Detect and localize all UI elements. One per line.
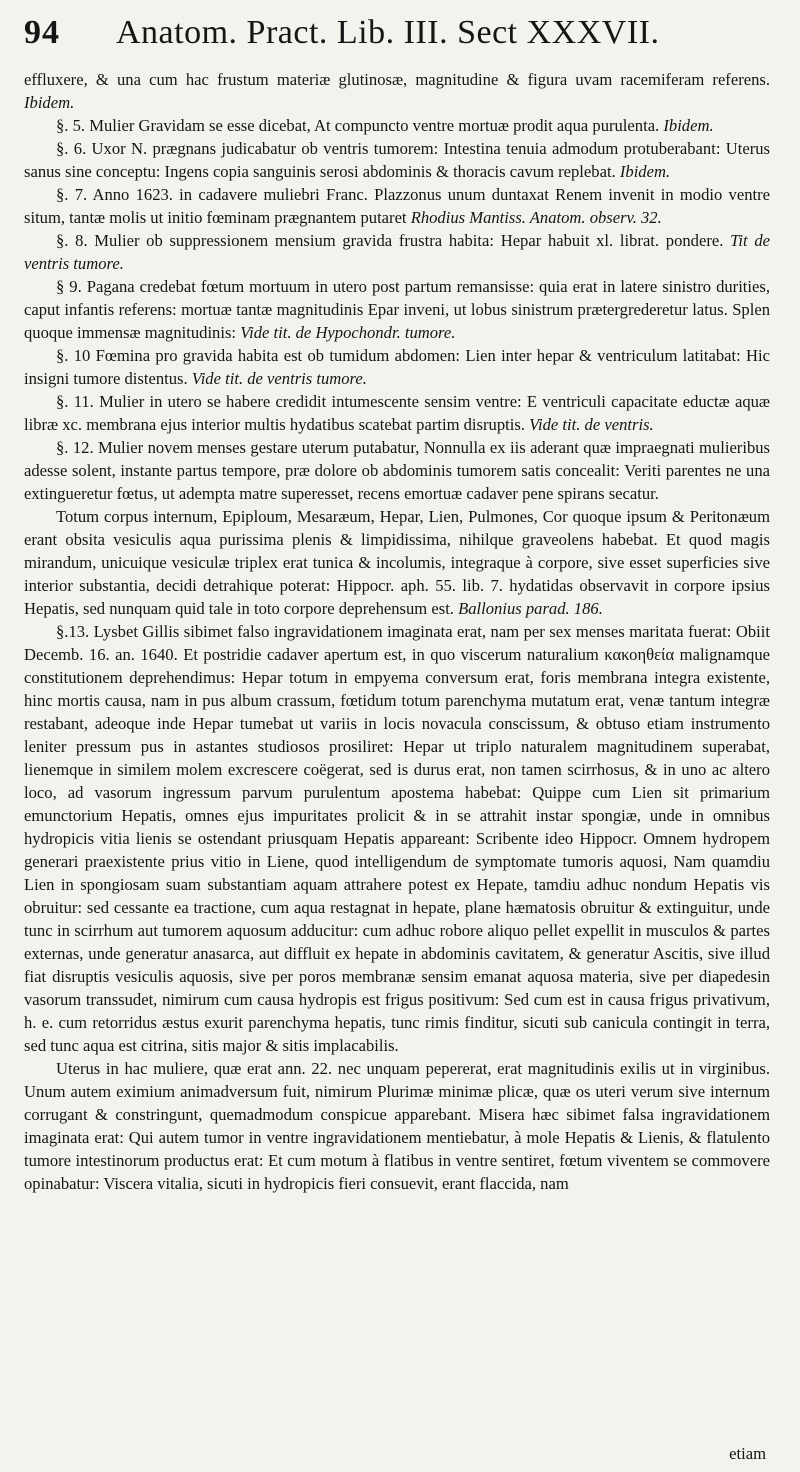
paragraph-text: §. 5. Mulier Gravidam se esse dicebat, At compuncto ventre mortuæ prodit aqua purulenta. <box>56 116 660 135</box>
citation: Rhodius Mantiss. Anatom. observ. 32. <box>410 208 662 227</box>
paragraph-text: §. 8. Mulier ob suppressionem mensium gravida frustra habita: Hepar habuit xl. librat. pondere. <box>56 231 724 250</box>
paragraph-text: effluxere, & una cum hac frustum materiæ glutinosæ, magnitudine & figura uvam racemiferam referens. <box>24 70 770 89</box>
paragraph-text: §. 12. Mulier novem menses gestare uterum putabatur, Nonnulla ex iis aderant quæ impraegnati mulieribus adesse solent, instante partus tempore, præ dolore ob abdominis tumorem satis concealit: Veriti parentes ne una extingueretur fœtus, ut adempta matre superesset, recens emortuæ cadaver pene spirans secatur. <box>24 438 770 503</box>
paragraph <box>24 620 770 1057</box>
paragraph <box>24 1057 770 1195</box>
citation: Ibidem. <box>663 116 714 135</box>
catchword: etiam <box>729 1444 766 1463</box>
paragraph-text: §. 11. Mulier in utero se habere credidit intumescente sensim ventre: E ventriculi capacitate eductæ aquæ libræ xc. membrana ejus interior multis hydatibus scatebat partim disruptis. <box>24 392 770 434</box>
paragraph <box>24 390 770 436</box>
paragraph-text: §. 7. Anno 1623. in cadavere muliebri Franc. Plazzonus unum duntaxat Renem invenit in modio ventre situm, tantæ molis ut initio fœminam prægnantem putaret <box>24 185 770 227</box>
citation: Vide tit. de ventris tumore. <box>191 369 367 388</box>
paragraph-text: § 9. Pagana credebat fœtum mortuum in utero post partum remansisse: quia erat in latere sinistro durities, caput infantis referens: mortuæ tantæ magnitudinis Epar inveni, ut lobus sinistrum prætergrederetur latus. Splen quoque immensæ magnitudinis: <box>24 277 770 342</box>
running-head: Anatom. Pract. Lib. III. Sect XXXVII. <box>116 14 660 51</box>
citation: Ibidem. <box>619 162 671 181</box>
paragraph-text: §.13. Lysbet Gillis sibimet falso ingravidationem imaginata erat, nam per sex menses maritata fuerat: Obiit Decemb. 16. an. 1640. Et postridie cadaver apertum est, in quo viscerum naturalium κακοηθεία malignamque constitutionem deprehendimus: Hepar totum in empyema conversum erat, foris membrana integra existente, hinc mortis causa, nam in pus album crassum, fœtidum totum parenchyma mutatum erat, venæ tantum integræ restabant, adeoque inde Hepar tumebat ut variis in locis novacula conscissum, & obtuso etiam instrumento leniter pressum pus in astantes studiosos prosiliret: Hepar ut triplo naturalem magnitudinem superabat, lienemque in similem molem excrescere coëgerat, sed is durus erat, non tamen scirrhosus, & in uno ac altero loco, ad vasorum ingressum parvum purulentum apostema habebat: Quippe cum Lien sit primarium emunctorium Hepatis, omnes ejus impuritates prolicit & in se attrahit instar spongiæ, unde in omnibus hydropicis vitia lienis se ostendant priusquam Hepatis appareant: Scribente ideo Hippocr. Omnem hydropem generari praexistente prius vitio in Liene, quod intelligendum de symptomate tumoris aquosi, Nam quamdiu Lien in spongiosam suam substantiam aquam attrahere potest ex Hepate, tamdiu adhuc nondum Hepatis vis obruitur: sed cessante ea tractione, cum aqua restagnat in hepate, plane hæmatosis obruitur & extinguitur, unde tunc in scirrhum aut tumorem aquosum adducitur: cum adhuc robore aliquo pellet expellit in musculos & partes externas, unde generatur anasarca, aut diffluit ex hepate in abdominis cavitatem, & generatur Ascitis, sive illud fiat disruptis vesiculis aquosis, sive per poros membranæ sensim emanat aquosa materia, sive per diapedesin vasorum transsudet, nimirum cum causa hydropis est frigus positivum: Sed cum est in causa frigus privativum, h. e. cum retorridus æstus exurit parenchyma hepatis, tunc rimis finditur, sicuti sub canicula contingit in terra, sed tunc aqua est citrina, sitis major & sitis implacabilis. <box>24 622 770 1055</box>
paragraph-text: Uterus in hac muliere, quæ erat ann. 22. nec unquam pepererat, erat magnitudinis exilis ut in virginibus. Unum autem eximium animadversum fuit, nimirum Plurimæ minimæ plicæ, quæ os uteri verum sive internum corrugant & constringunt, quemadmodum conspicue apparebant. Misera hæc sibimet falsa ingravidationem imaginata erat: Qui autem tumor in ventre ingravidationem mentiebatur, à mole Hepatis & Lienis, & flatulento tumore intestinorum productus erat: Et cum motum à flatibus in ventre sentiret, fœtum viventem se commovere opinabatur: Viscera vitalia, sicuti in hydropicis fieri consuevit, erant flaccida, nam <box>24 1059 770 1193</box>
citation: Tit de ventris tumore. <box>24 231 770 273</box>
paragraph <box>24 68 770 114</box>
page-body <box>24 68 770 1195</box>
citation: Vide tit. de Hypochondr. tumore. <box>240 323 456 342</box>
citation: Vide tit. de ventris. <box>529 415 654 434</box>
paragraph-text: Totum corpus internum, Epiploum, Mesaræum, Hepar, Lien, Pulmones, Cor quoque ipsum & Peritonæum erant obsita vesiculis aqua purissima plenis & limpidissima, nihilque graveolens habebat. Et quod magis mirandum, unicuique vesiculæ triplex erat tunica & incolumis, integraque à corpore, sive esset superficies sive interior substantia, decidi detrahique poterat: Hippocr. aph. 55. lib. 7. hydatidas observavit in corpore ipsius Hepatis, sed nunquam quid tale in toto corpore deprehensum est. <box>24 507 770 618</box>
paragraph <box>24 275 770 344</box>
paragraph-text: §. 6. Uxor N. prægnans judicabatur ob ventris tumorem: Intestina tenuia admodum protuberabant: Uterus sanus sine conceptu: Ingens copia sanguinis serosi abdominis & thoracis cavum replebat. <box>24 139 770 181</box>
paragraph <box>24 436 770 505</box>
citation: Ibidem. <box>24 93 75 112</box>
paragraph <box>24 344 770 390</box>
paragraph <box>24 505 770 620</box>
paragraph <box>24 229 770 275</box>
paragraph <box>24 183 770 229</box>
page-number: 94 <box>24 14 60 51</box>
paragraph-text: §. 10 Fœmina pro gravida habita est ob tumidum abdomen: Lien inter hepar & ventriculum latitabat: Hic insigni tumore distentus. <box>24 346 770 388</box>
citation: Ballonius parad. 186. <box>458 599 603 618</box>
paragraph <box>24 114 770 137</box>
page-header <box>24 14 770 66</box>
paragraph <box>24 137 770 183</box>
